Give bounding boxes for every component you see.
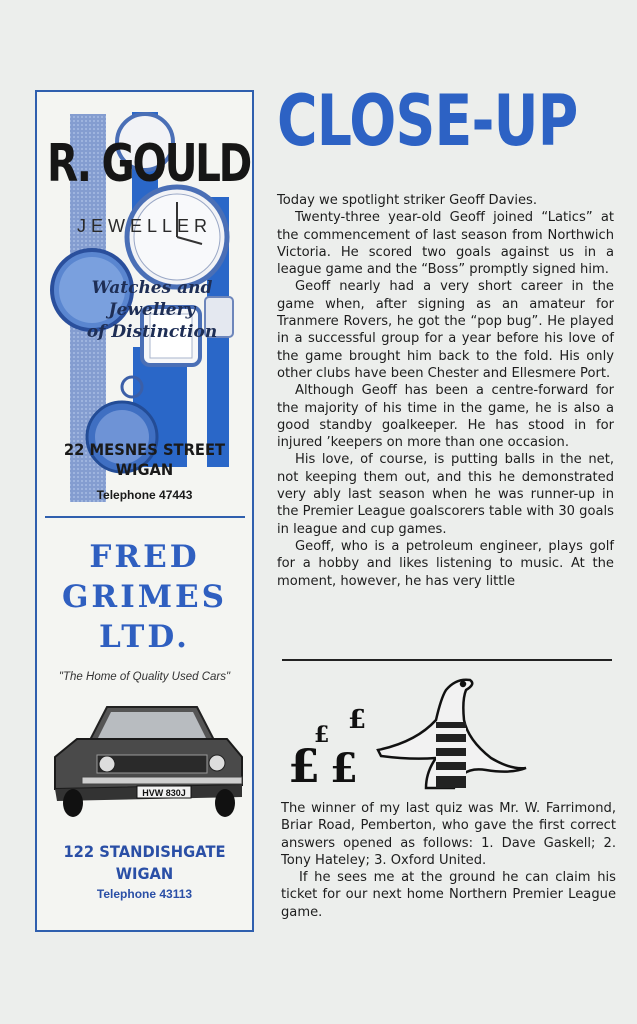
grimes-name-line: LTD. — [99, 619, 190, 655]
quiz-illustration — [286, 670, 536, 795]
gould-address-line: 22 MESNES STREET — [63, 440, 226, 459]
car-illustration — [37, 697, 252, 827]
svg-text:£: £ — [314, 722, 330, 748]
article-body — [277, 192, 614, 590]
quiz-winner-text — [281, 800, 616, 921]
grimes-address-line: 122 STANDISHGATE — [63, 842, 226, 861]
grimes-name-line: FRED — [89, 539, 200, 575]
gould-address — [46, 440, 244, 480]
car-plate: HVW 830J — [142, 788, 186, 798]
article-paragraph: Geoff, who is a petroleum engineer, plays golf for a hobby and likes listening to music. At the moment, however, he has very little — [277, 538, 614, 589]
gould-address-line: WIGAN — [115, 460, 174, 479]
svg-text:£: £ — [348, 705, 367, 735]
svg-text:£: £ — [288, 739, 321, 793]
gould-subtitle: JEWELLER — [77, 216, 213, 236]
grimes-telephone: Telephone 43113 — [96, 887, 193, 901]
svg-text:£: £ — [330, 745, 358, 792]
grimes-name-line: GRIMES — [61, 579, 228, 615]
grimes-advert — [37, 519, 252, 930]
gould-name: R. GOULD — [47, 134, 251, 194]
section-divider — [282, 659, 612, 661]
grimes-name — [37, 537, 252, 657]
grimes-address-line: WIGAN — [115, 864, 174, 883]
article-paragraph: Geoff nearly had a very short career in the game when, after signing as an amateur for Tranmere Rovers, he got the “pop bug”. He played in a successful group for a year before his love of the game brought him back to the fold. His only other clubs have been Chester and Ellesmere Port. — [277, 279, 614, 381]
gould-slogan-line: Jewellery — [108, 300, 196, 320]
quiz-paragraph: If he sees me at the ground he can claim his ticket for our next home Northern Premier League game. — [281, 870, 616, 920]
article-paragraph: Twenty-three year-old Geoff joined “Latics” at the commencement of last season from Northwich Victoria. He scored two goals against us in a league game and the “Boss” promptly signed him. — [277, 210, 614, 278]
article-paragraph: Although Geoff has been a centre-forward for the majority of his time in the game, he is also a good standby goalkeeper. He has stood in for injured ’keepers on more than one occasion. — [277, 383, 614, 451]
grimes-address — [46, 841, 244, 885]
advert-divider — [45, 516, 245, 518]
gould-slogan-line: of Distinction — [86, 322, 218, 342]
gould-advert — [37, 92, 252, 517]
gould-telephone: Telephone 47443 — [96, 488, 193, 502]
article-paragraph: Today we spotlight striker Geoff Davies. — [277, 193, 538, 208]
page-title: CLOSE-UP — [277, 80, 578, 162]
quiz-paragraph: The winner of my last quiz was Mr. W. Farrimond, Briar Road, Pemberton, who gave the first correct answers opened as follows: 1. Dave Gaskell; 2. Tony Hateley; 3. Oxford United. — [281, 801, 616, 868]
seal-mascot-illustration — [378, 680, 526, 788]
pound-signs-icon — [288, 705, 366, 793]
gould-slogan-line: Watches and — [91, 278, 213, 298]
article-paragraph: His love, of course, is putting balls in the net, not keeping them out, and this he demonstrated very ably last season when he was runner-up in the Premier League goalscorers table with 30 goals in league and cup games. — [277, 452, 614, 537]
grimes-tagline: "The Home of Quality Used Cars" — [58, 671, 231, 683]
gould-slogan — [67, 277, 237, 343]
advert-column — [35, 90, 254, 932]
